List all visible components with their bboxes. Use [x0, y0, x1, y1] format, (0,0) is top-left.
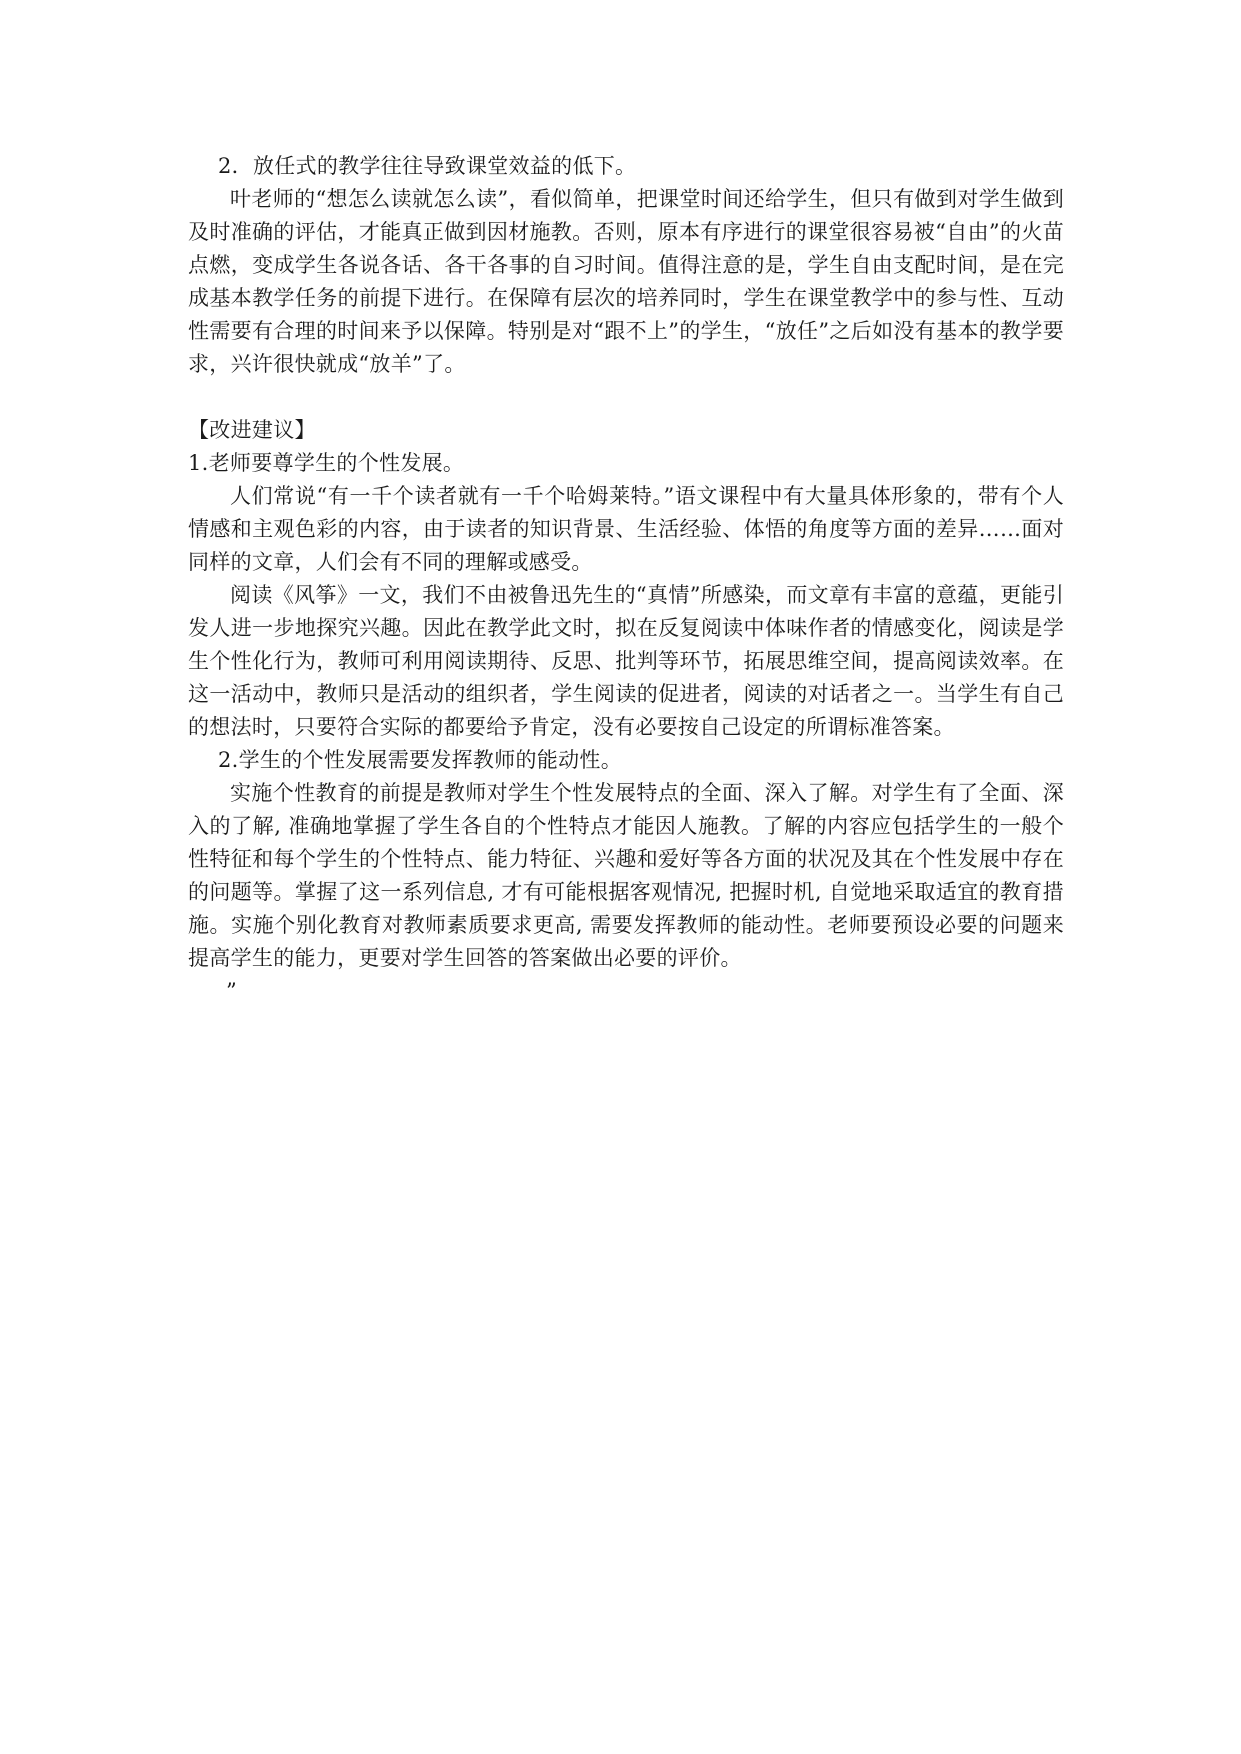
suggestions-title: 【改进建议】	[188, 418, 316, 442]
suggestion-heading: 1.老师要尊学生的个性发展。	[188, 451, 465, 475]
closing-quote-mark: ”	[226, 979, 238, 1003]
suggestion-heading: 2.学生的个性发展需要发挥教师的能动性。	[218, 748, 623, 772]
paragraph: 人们常说“有一千个读者就有一千个哈姆莱特。”语文课程中有大量具体形象的，带有个人情感和主观色彩的内容，由于读者的知识背景、生活经验、体悟的角度等方面的差异……面对同样的文章，人们会有不同的理解或感受。	[188, 484, 1064, 574]
document-body	[188, 150, 1064, 1008]
paragraph: 叶老师的“想怎么读就怎么读”，看似简单，把课堂时间还给学生，但只有做到对学生做到及时准确的评估，才能真正做到因材施教。否则，原本有序进行的课堂很容易被“自由”的火苗点燃，变成学生各说各话、各干各事的自习时间。值得注意的是，学生自由支配时间，是在完成基本教学任务的前提下进行。在保障有层次的培养同时，学生在课堂教学中的参与性、互动性需要有合理的时间来予以保障。特别是对“跟不上”的学生，“放任”之后如没有基本的教学要求，兴许很快就成“放羊”了。	[188, 187, 1064, 376]
paragraph: 阅读《风筝》一文，我们不由被鲁迅先生的“真情”所感染，而文章有丰富的意蕴，更能引发人进一步地探究兴趣。因此在教学此文时，拟在反复阅读中体味作者的情感变化，阅读是学生个性化行为，教师可利用阅读期待、反思、批判等环节，拓展思维空间，提高阅读效率。在这一活动中，教师只是活动的组织者，学生阅读的促进者，阅读的对话者之一。当学生有自己的想法时，只要符合实际的都要给予肯定，没有必要按自己设定的所谓标准答案。	[188, 583, 1064, 739]
paragraph: 实施个性教育的前提是教师对学生个性发展特点的全面、深入了解。对学生有了全面、深入的了解, 准确地掌握了学生各自的个性特点才能因人施教。了解的内容应包括学生的一般个性特征和每个学生的个性特点、能力特征、兴趣和爱好等各方面的状况及其在个性发展中存在的问题等。掌握了这一系列信息, 才有可能根据客观情况, 把握时机, 自觉地采取适宜的教育措施。实施个别化教育对教师素质要求更高, 需要发挥教师的能动性。老师要预设必要的问题来提高学生的能力，更要对学生回答的答案做出必要的评价。	[188, 781, 1064, 970]
section-heading: 2．放任式的教学往往导致课堂效益的低下。	[218, 154, 637, 178]
